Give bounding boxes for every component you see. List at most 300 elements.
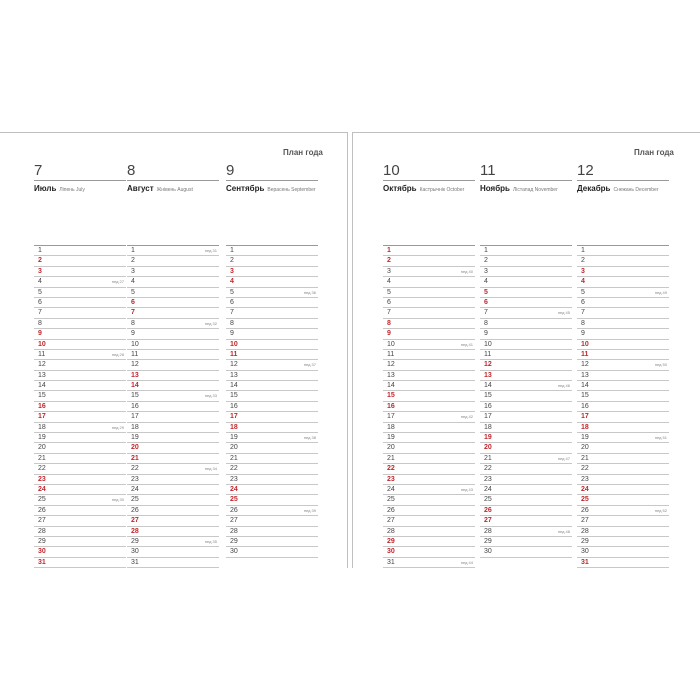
day-number: 11 (484, 350, 492, 358)
day-row (34, 506, 126, 516)
day-row (480, 464, 572, 474)
day-row (480, 360, 572, 370)
day-number: 26 (581, 506, 589, 514)
day-number: 12 (387, 361, 395, 369)
week-number: нед 51 (654, 435, 667, 441)
day-row (383, 485, 475, 495)
day-number: 9 (38, 330, 42, 338)
week-number: нед 47 (557, 455, 570, 461)
day-row (226, 381, 318, 391)
day-number: 4 (387, 278, 391, 286)
day-row (480, 381, 572, 391)
page-title: План года (634, 148, 674, 157)
day-row (383, 527, 475, 537)
day-row (577, 288, 669, 298)
day-row (34, 475, 126, 485)
week-number: нед 48 (557, 528, 570, 534)
day-row (577, 454, 669, 464)
day-number: 16 (387, 402, 395, 410)
week-number: нед 36 (303, 289, 316, 295)
day-number: 4 (484, 278, 488, 286)
day-number: 4 (38, 278, 42, 286)
day-row (480, 308, 572, 318)
day-number: 2 (38, 257, 42, 265)
day-row (383, 288, 475, 298)
day-number: 24 (581, 485, 589, 493)
day-row (127, 246, 219, 256)
day-number: 7 (38, 309, 42, 317)
day-row (127, 360, 219, 370)
day-number: 17 (581, 413, 589, 421)
day-row (480, 527, 572, 537)
day-row (34, 402, 126, 412)
day-number: 1 (38, 247, 42, 254)
day-row (226, 537, 318, 547)
day-row (127, 298, 219, 308)
day-row (34, 391, 126, 401)
day-number: 8 (230, 319, 234, 327)
day-number: 2 (230, 257, 234, 265)
day-number: 19 (38, 434, 46, 442)
day-number: 1 (387, 247, 391, 254)
day-number: 8 (484, 319, 488, 327)
day-number: 23 (387, 475, 395, 483)
day-row (480, 402, 572, 412)
day-row (226, 308, 318, 318)
day-row (34, 412, 126, 422)
day-row (480, 267, 572, 277)
day-row (34, 433, 126, 443)
day-number: 20 (484, 444, 492, 452)
day-row (480, 371, 572, 381)
day-number: 6 (38, 298, 42, 306)
day-row (34, 308, 126, 318)
day-row (127, 350, 219, 360)
day-row (226, 319, 318, 329)
day-row (577, 277, 669, 287)
day-number: 31 (387, 558, 395, 566)
day-row (383, 506, 475, 516)
day-number: 22 (484, 465, 492, 473)
day-row (127, 402, 219, 412)
month-july (34, 162, 126, 566)
day-row (480, 288, 572, 298)
day-number: 6 (230, 298, 234, 306)
day-number: 24 (230, 485, 238, 493)
day-number: 22 (581, 465, 589, 473)
week-number: нед 29 (111, 424, 124, 430)
day-number: 10 (230, 340, 238, 348)
day-row (383, 381, 475, 391)
month-name: Июль Ліпень July (34, 184, 85, 193)
day-row (577, 433, 669, 443)
day-row (383, 402, 475, 412)
week-number: нед 39 (303, 507, 316, 513)
day-number: 28 (38, 527, 46, 535)
day-list (226, 245, 318, 558)
day-number: 2 (581, 257, 585, 265)
day-row (383, 495, 475, 505)
day-number: 16 (484, 402, 492, 410)
day-number: 11 (230, 350, 238, 358)
day-row (480, 433, 572, 443)
day-row (127, 288, 219, 298)
day-number: 14 (38, 382, 46, 390)
day-row (226, 506, 318, 516)
day-number: 15 (387, 392, 395, 400)
day-number: 17 (387, 413, 395, 421)
day-row (127, 277, 219, 287)
day-number: 28 (581, 527, 589, 535)
day-number: 15 (484, 392, 492, 400)
day-number: 24 (484, 485, 492, 493)
day-number: 15 (131, 392, 139, 400)
day-number: 30 (38, 548, 46, 556)
day-row (34, 516, 126, 526)
day-number: 21 (131, 454, 139, 462)
day-row (480, 298, 572, 308)
day-row (226, 246, 318, 256)
day-number: 11 (38, 350, 46, 358)
day-row (127, 391, 219, 401)
month-name: Ноябрь Лістапад November (480, 184, 558, 193)
day-row (383, 516, 475, 526)
day-number: 24 (131, 485, 139, 493)
day-row (480, 516, 572, 526)
day-number: 8 (131, 319, 135, 327)
day-row (34, 464, 126, 474)
day-number: 11 (131, 350, 139, 358)
day-row (577, 256, 669, 266)
day-number: 30 (387, 548, 395, 556)
day-row (127, 506, 219, 516)
day-number: 7 (387, 309, 391, 317)
day-number: 14 (387, 382, 395, 390)
day-row (226, 516, 318, 526)
week-number: нед 43 (460, 486, 473, 492)
day-number: 20 (131, 444, 139, 452)
day-row (226, 360, 318, 370)
day-number: 3 (230, 267, 234, 275)
day-number: 6 (581, 298, 585, 306)
day-number: 9 (131, 330, 135, 338)
day-number: 18 (581, 423, 589, 431)
month-august (127, 162, 219, 566)
week-number: нед 32 (204, 320, 217, 326)
day-row (383, 547, 475, 557)
day-row (383, 391, 475, 401)
day-number: 10 (387, 340, 395, 348)
day-number: 26 (484, 506, 492, 514)
day-number: 5 (131, 288, 135, 296)
month-number: 11 (480, 163, 572, 181)
day-row (480, 246, 572, 256)
day-row (226, 475, 318, 485)
day-row (127, 308, 219, 318)
day-row (226, 329, 318, 339)
day-number: 5 (484, 288, 488, 296)
day-number: 20 (230, 444, 238, 452)
day-row (577, 267, 669, 277)
day-row (127, 443, 219, 453)
day-number: 21 (484, 454, 492, 462)
month-number: 7 (34, 163, 126, 181)
day-number: 29 (230, 537, 238, 545)
day-row (480, 350, 572, 360)
day-row (127, 329, 219, 339)
day-row (577, 329, 669, 339)
week-number: нед 27 (111, 279, 124, 285)
day-row (127, 475, 219, 485)
day-number: 10 (38, 340, 46, 348)
day-number: 27 (131, 517, 139, 525)
day-number: 9 (581, 330, 585, 338)
month-december (577, 162, 669, 566)
day-row (127, 423, 219, 433)
day-number: 13 (387, 371, 395, 379)
day-number: 2 (387, 257, 391, 265)
week-number: нед 28 (111, 351, 124, 357)
day-number: 29 (38, 537, 46, 545)
day-row (577, 246, 669, 256)
day-number: 27 (484, 517, 492, 525)
day-number: 27 (38, 517, 46, 525)
day-row (226, 298, 318, 308)
day-number: 11 (581, 350, 589, 358)
week-number: нед 49 (654, 289, 667, 295)
month-october (383, 162, 475, 566)
day-number: 3 (387, 267, 391, 275)
day-number: 9 (484, 330, 488, 338)
day-row (480, 454, 572, 464)
day-number: 27 (387, 517, 395, 525)
day-row (577, 381, 669, 391)
day-number: 16 (230, 402, 238, 410)
day-number: 12 (230, 361, 238, 369)
day-number: 17 (131, 413, 139, 421)
day-number: 21 (230, 454, 238, 462)
day-row (383, 423, 475, 433)
week-number: нед 37 (303, 362, 316, 368)
day-row (383, 475, 475, 485)
day-number: 13 (131, 371, 139, 379)
day-number: 13 (581, 371, 589, 379)
day-row (34, 267, 126, 277)
day-row (34, 319, 126, 329)
day-row (226, 495, 318, 505)
day-number: 20 (581, 444, 589, 452)
day-row (577, 558, 669, 568)
day-number: 2 (131, 257, 135, 265)
day-row (127, 547, 219, 557)
day-row (34, 527, 126, 537)
month-name: Август Жнівень August (127, 184, 193, 193)
day-number: 10 (131, 340, 139, 348)
day-row (480, 412, 572, 422)
day-row (127, 340, 219, 350)
week-number: нед 31 (204, 248, 217, 253)
month-name: Декабрь Снежань December (577, 184, 659, 193)
day-number: 14 (484, 382, 492, 390)
day-row (127, 454, 219, 464)
day-row (480, 391, 572, 401)
day-row (577, 412, 669, 422)
day-row (383, 443, 475, 453)
day-number: 28 (387, 527, 395, 535)
day-row (383, 298, 475, 308)
day-number: 1 (131, 247, 135, 254)
day-row (34, 246, 126, 256)
day-row (577, 371, 669, 381)
day-number: 20 (38, 444, 46, 452)
day-number: 23 (131, 475, 139, 483)
day-number: 13 (230, 371, 238, 379)
day-row (577, 527, 669, 537)
day-number: 16 (131, 402, 139, 410)
day-row (34, 360, 126, 370)
day-list (127, 245, 219, 568)
day-row (480, 475, 572, 485)
day-number: 19 (387, 434, 395, 442)
day-row (577, 391, 669, 401)
left-page (0, 132, 348, 568)
day-number: 15 (38, 392, 46, 400)
day-row (226, 256, 318, 266)
day-row (127, 464, 219, 474)
day-number: 17 (38, 413, 46, 421)
week-number: нед 30 (111, 497, 124, 503)
day-row (34, 277, 126, 287)
day-row (34, 443, 126, 453)
day-number: 3 (581, 267, 585, 275)
day-row (480, 485, 572, 495)
day-number: 14 (131, 382, 139, 390)
day-row (577, 475, 669, 485)
day-number: 25 (387, 496, 395, 504)
day-row (34, 340, 126, 350)
day-number: 23 (581, 475, 589, 483)
day-number: 31 (38, 558, 46, 566)
week-number: нед 41 (460, 341, 473, 347)
day-row (226, 277, 318, 287)
day-row (226, 340, 318, 350)
day-number: 25 (230, 496, 238, 504)
day-row (34, 547, 126, 557)
day-number: 24 (387, 485, 395, 493)
day-number: 10 (581, 340, 589, 348)
day-row (34, 485, 126, 495)
day-number: 20 (387, 444, 395, 452)
day-number: 14 (230, 382, 238, 390)
day-number: 25 (38, 496, 46, 504)
day-number: 8 (581, 319, 585, 327)
day-number: 23 (38, 475, 46, 483)
day-row (127, 558, 219, 568)
day-row (34, 558, 126, 568)
page-title: План года (283, 148, 323, 157)
day-number: 22 (131, 465, 139, 473)
day-row (480, 495, 572, 505)
day-number: 7 (581, 309, 585, 317)
day-number: 4 (131, 278, 135, 286)
day-number: 22 (387, 465, 395, 473)
day-number: 6 (484, 298, 488, 306)
day-row (577, 537, 669, 547)
day-list (577, 245, 669, 568)
day-number: 30 (230, 548, 238, 556)
day-number: 10 (484, 340, 492, 348)
day-number: 7 (484, 309, 488, 317)
day-row (34, 298, 126, 308)
day-number: 6 (131, 298, 135, 306)
day-number: 19 (230, 434, 238, 442)
day-row (577, 308, 669, 318)
month-name: Октябрь Кастрычнік October (383, 184, 465, 193)
day-row (577, 319, 669, 329)
day-row (34, 381, 126, 391)
day-row (226, 350, 318, 360)
week-number: нед 46 (557, 383, 570, 389)
day-row (34, 288, 126, 298)
day-row (383, 558, 475, 568)
day-number: 21 (581, 454, 589, 462)
day-number: 4 (230, 278, 234, 286)
day-number: 23 (230, 475, 238, 483)
day-number: 25 (581, 496, 589, 504)
day-row (383, 246, 475, 256)
week-number: нед 42 (460, 414, 473, 420)
day-number: 5 (581, 288, 585, 296)
day-number: 22 (230, 465, 238, 473)
day-row (577, 547, 669, 557)
day-number: 31 (581, 558, 589, 566)
day-number: 7 (230, 309, 234, 317)
day-row (226, 288, 318, 298)
day-number: 29 (581, 537, 589, 545)
day-row (127, 371, 219, 381)
day-row (34, 495, 126, 505)
day-number: 26 (131, 506, 139, 514)
day-number: 12 (131, 361, 139, 369)
day-row (577, 464, 669, 474)
day-row (383, 537, 475, 547)
day-row (34, 537, 126, 547)
day-row (127, 256, 219, 266)
day-row (226, 443, 318, 453)
day-number: 24 (38, 485, 46, 493)
day-row (383, 360, 475, 370)
day-number: 3 (131, 267, 135, 275)
month-september (226, 162, 318, 556)
day-row (383, 329, 475, 339)
day-row (127, 319, 219, 329)
day-row (480, 329, 572, 339)
day-row (34, 256, 126, 266)
day-row (127, 267, 219, 277)
day-row (226, 433, 318, 443)
day-number: 1 (581, 247, 585, 254)
day-row (226, 402, 318, 412)
day-row (226, 454, 318, 464)
day-row (480, 547, 572, 557)
day-row (577, 298, 669, 308)
day-row (34, 329, 126, 339)
day-number: 29 (131, 537, 139, 545)
day-row (577, 485, 669, 495)
day-row (383, 319, 475, 329)
day-number: 7 (131, 309, 135, 317)
day-number: 28 (484, 527, 492, 535)
